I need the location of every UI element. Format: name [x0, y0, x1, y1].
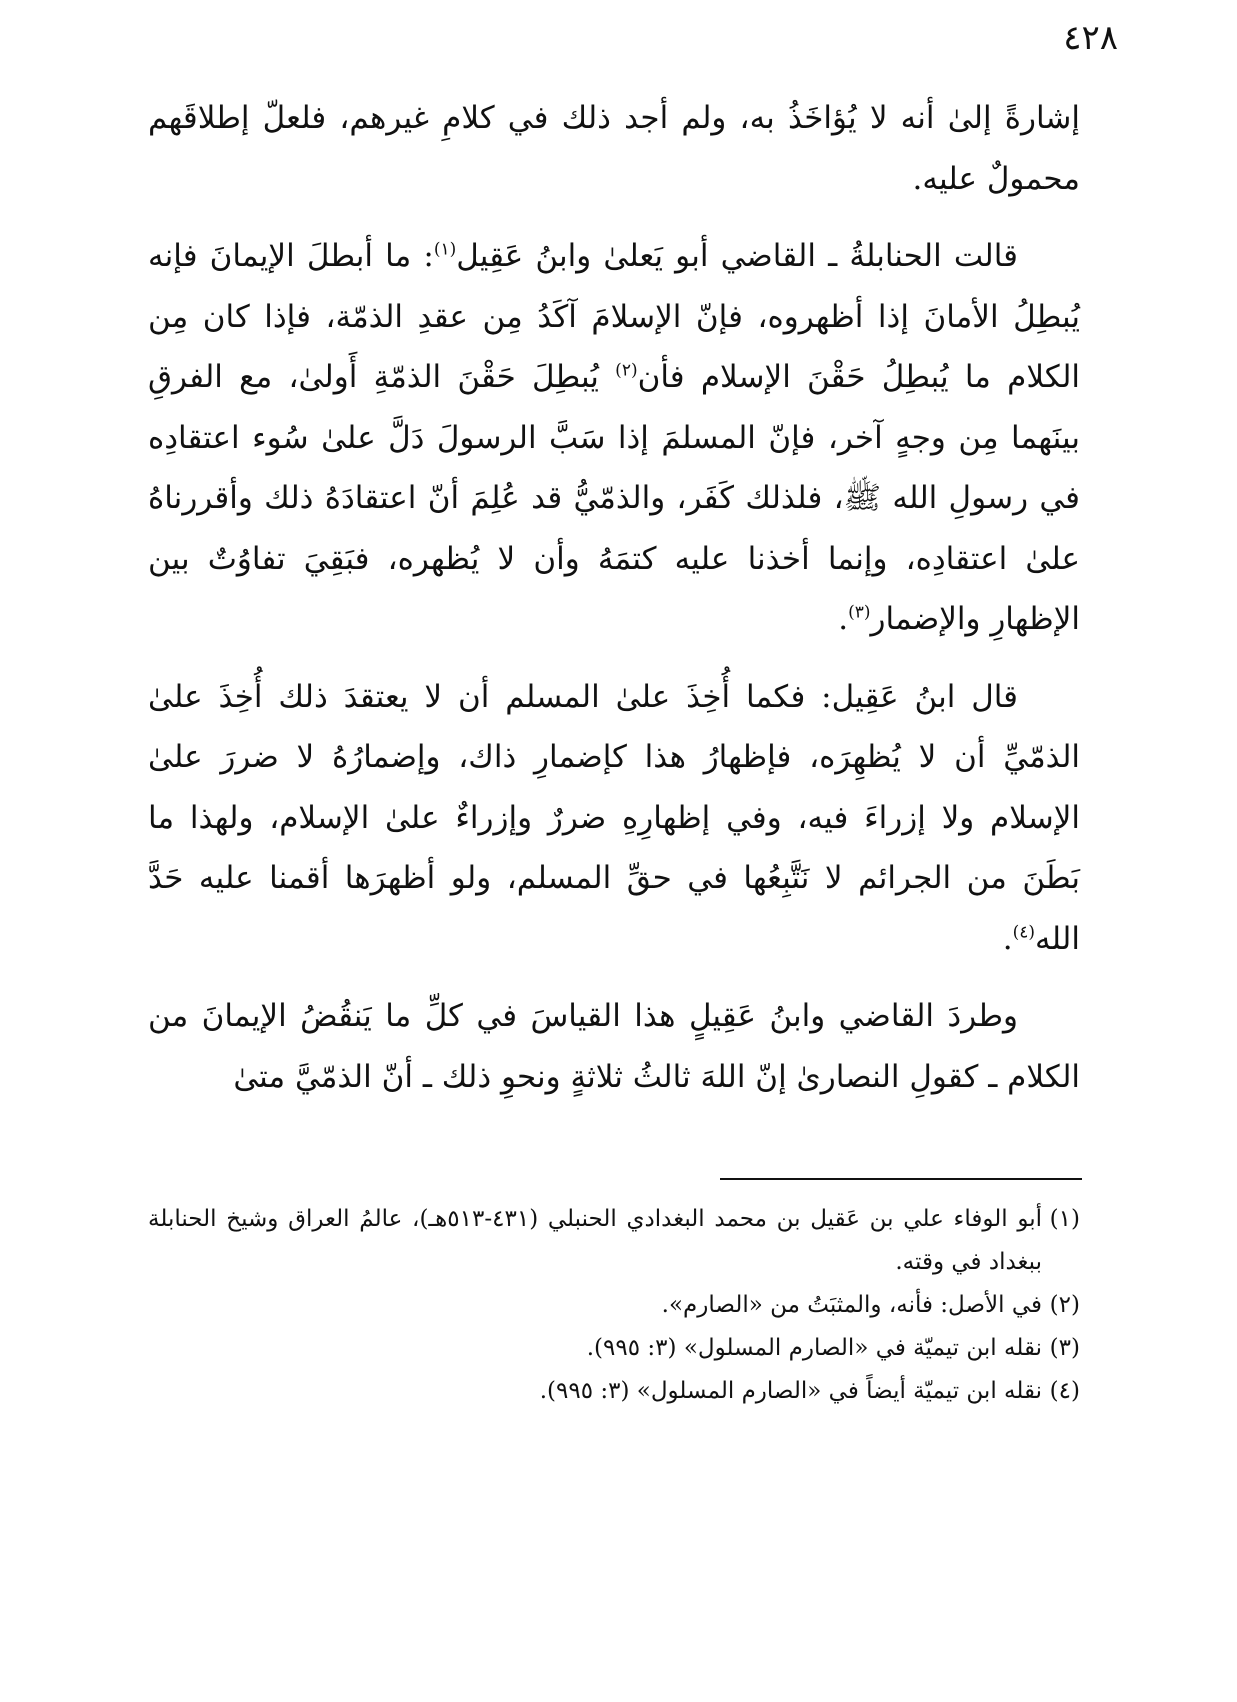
footnote-1 [148, 1198, 1080, 1284]
footnote-text: في الأصل: فأنه، والمثبَتُ من «الصارم». [661, 1292, 1042, 1318]
footnote-number: (٢) [1049, 1292, 1080, 1318]
paragraph-2-text-1: قالت الحنابلةُ ـ القاضي أبو يَعلىٰ وابنُ عَقِيل [456, 238, 1018, 274]
paragraph-3 [148, 667, 1080, 970]
footnote-ref-2[interactable]: (٢) [615, 360, 638, 381]
page-number: ٤٢٨ [1063, 18, 1118, 58]
footnote-number: (٣) [1049, 1335, 1080, 1361]
paragraph-2-text-3: يُبطِلَ حَقْنَ الذمّةِ أَولىٰ، مع الفرقِ بينَهما مِن وجهٍ آخر، فإنّ المسلمَ إذا سَبَّ الرسولَ دَلَّ علىٰ سُوء اعتقادِه في رسولِ الله ﷺ، فلذلك كَفَر، والذمّيُّ قد عُلِمَ أنّ اعتقادَهُ ذلك وأقررناهُ علىٰ اعتقادِه، وإنما أخذنا عليه كتمَهُ وأن لا يُظهره، فبَقِيَ تفاوُتٌ بين الإظهارِ والإضمار [148, 359, 1080, 637]
paragraph-4: وطردَ القاضي وابنُ عَقِيلٍ هذا القياسَ في كلِّ ما يَنقُضُ الإيمانَ من الكلام ـ كقولِ النصارىٰ إنّ اللهَ ثالثُ ثلاثةٍ ونحوِ ذلك ـ أنّ الذمّيَّ متىٰ [148, 998, 1080, 1095]
footnote-text: نقله ابن تيميّة أيضاً في «الصارم المسلول» (٣: ٩٩٥). [539, 1378, 1042, 1404]
footnote-ref-4[interactable]: (٤) [1012, 922, 1036, 943]
paragraph-2 [148, 226, 1080, 650]
footnotes [148, 1198, 1080, 1413]
paragraph-1: إشارةً إلىٰ أنه لا يُؤاخَذُ به، ولم أجد ذلك في كلامِ غيرهم، فلعلّ إطلاقَهم محمولٌ عليه. [148, 100, 1080, 197]
paragraph-3-text-2: . [1002, 920, 1013, 957]
footnote-4 [148, 1370, 1080, 1413]
footnote-number: (٤) [1049, 1378, 1080, 1404]
footnote-text: أبو الوفاء علي بن عَقيل بن محمد البغدادي الحنبلي (٤٣١-٥١٣هـ)، عالمُ العراق وشيخ الحنابلة ببغداد في وقته. [148, 1206, 1042, 1275]
footnote-number: (١) [1049, 1206, 1080, 1232]
footnote-ref-3[interactable]: (٣) [848, 602, 871, 623]
paragraph-3-text-1: قال ابنُ عَقِيل: فكما أُخِذَ علىٰ المسلم أن لا يعتقدَ ذلك أُخِذَ علىٰ الذمّيِّ أن لا يُظهِرَه، فإظهارُ هذا كإضمارِ ذاك، وإضمارُهُ لا ضررَ علىٰ الإسلام ولا إزراءَ فيه، وفي إظهارِهِ ضررٌ وإزراءٌ علىٰ الإسلام، ولهذا ما بَطَنَ من الجرائم لا نَتَّبِعُها في حقِّ المسلم، ولو أظهرَها أقمنا عليه حَدَّ الله [148, 678, 1080, 957]
paragraph-2-text-4: . [838, 601, 849, 637]
footnote-text: نقله ابن تيميّة في «الصارم المسلول» (٣: ٩٩٥). [586, 1335, 1042, 1361]
footnote-divider [720, 1178, 1082, 1180]
footnote-2 [148, 1284, 1080, 1327]
paragraph-2-text-2: : ما أبطلَ الإيمانَ فإنه يُبطِلُ الأمانَ إذا أظهروه، فإنّ الإسلامَ آكَدُ مِن عقدِ الذمّة، فإذا كان مِن الكلام ما يُبطِلُ حَقْنَ الإسلام فأن [148, 238, 1080, 395]
footnote-ref-1[interactable]: (١) [433, 239, 457, 260]
footnote-3 [148, 1327, 1080, 1370]
main-text [148, 88, 1080, 1124]
